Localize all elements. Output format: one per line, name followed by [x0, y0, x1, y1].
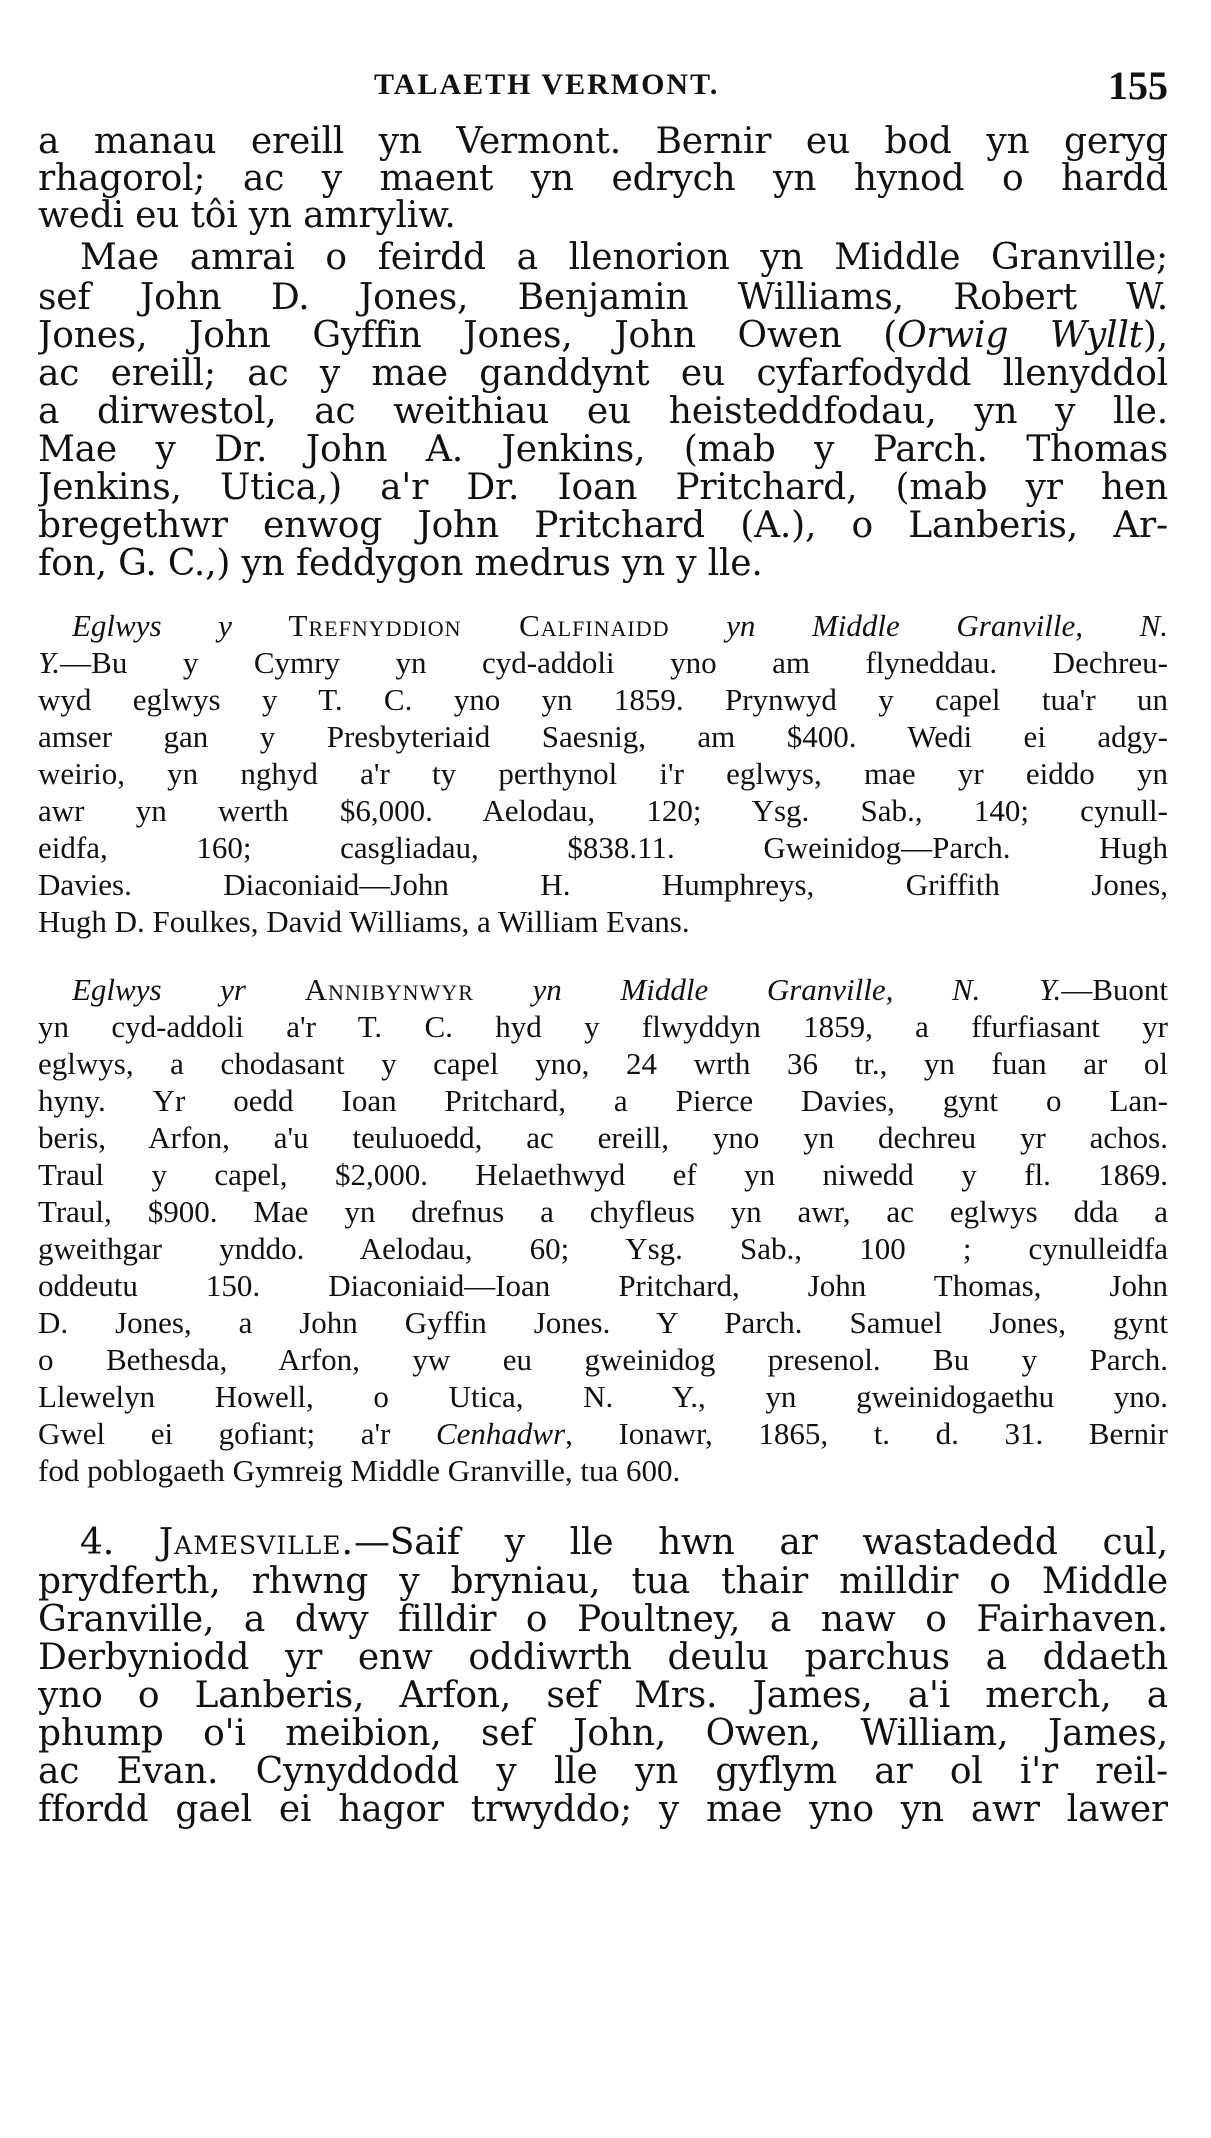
text-line: o Bethesda, Arfon, yw eu gweinidog presenol. Bu y Parch.	[38, 1342, 1168, 1377]
text-span: —Saif y lle hwn ar wastadedd cul,	[354, 1522, 1168, 1563]
section-number: 4.	[80, 1522, 114, 1563]
text-span: —Buont	[1061, 972, 1168, 1007]
text-line: amser gan y Presbyteriaid Saesnig, am $400. Wedi ei adgy-	[38, 719, 1168, 754]
text-span: Jones, John Gyffin Jones, John Owen (	[38, 315, 898, 356]
text-line: prydferth, rhwng y bryniau, tua thair milldir o Middle	[38, 1561, 1168, 1602]
text-line: Davies. Diaconiaid—John H. Humphreys, Griffith Jones,	[38, 867, 1168, 902]
church-lead: Eglwys y	[72, 608, 232, 643]
text-line: yno o Lanberis, Arfon, sef Mrs. James, a'i merch, a	[38, 1675, 1168, 1716]
text-line: awr yn werth $6,000. Aelodau, 120; Ysg. Sab., 140; cynull-	[38, 793, 1168, 828]
running-head	[38, 62, 1168, 108]
text-line	[38, 1415, 1168, 1452]
page-number: 155	[1108, 63, 1168, 108]
text-line: hyny. Yr oedd Ioan Pritchard, a Pierce Davies, gynt o Lan-	[38, 1083, 1168, 1118]
text-line	[72, 971, 1168, 1008]
text-line: wyd eglwys y T. C. yno yn 1859. Prynwyd y capel tua'r un	[38, 682, 1168, 717]
text-line: a dirwestol, ac weithiau eu heisteddfodau, yn y lle.	[38, 391, 1168, 432]
text-line: ac ereill; ac y mae ganddynt eu cyfarfodydd llenyddol	[38, 353, 1168, 394]
text-line: a manau ereill yn Vermont. Bernir eu bod yn geryg	[38, 121, 1168, 162]
place-name: Jamesville.	[158, 1522, 354, 1563]
text-line: rhagorol; ac y maent yn edrych yn hynod o hardd	[38, 158, 1168, 199]
text-line: Hugh D. Foulkes, David Williams, a William Evans.	[38, 904, 690, 939]
text-span: , Ionawr, 1865, t. d. 31. Bernir	[565, 1416, 1168, 1451]
text-line: eidfa, 160; casgliadau, $838.11. Gweinidog—Parch. Hugh	[38, 830, 1168, 865]
church-lead: Eglwys yr	[72, 972, 246, 1007]
text-span: —Bu y Cymry yn cyd-addoli yno am flyneddau. Dechreu-	[60, 645, 1168, 680]
text-line: oddeutu 150. Diaconiaid—Ioan Pritchard, John Thomas, John	[38, 1268, 1168, 1303]
bard-name: Orwig Wyllt	[897, 315, 1143, 356]
text-line: ffordd gael ei hagor trwyddo; y mae yno yn awr lawer	[38, 1789, 1168, 1830]
text-line: wedi eu tôi yn amryliw.	[38, 195, 456, 236]
text-span: Gwel ei gofiant; a'r	[38, 1416, 391, 1451]
denomination-name: Annibynwyr	[304, 972, 474, 1007]
denomination-name: Trefnyddion Calfinaidd	[288, 608, 670, 643]
text-span: ),	[1142, 315, 1168, 356]
running-title: TALAETH VERMONT.	[374, 68, 720, 101]
text-line: beris, Arfon, a'u teuluoedd, ac ereill, yno yn dechreu yr achos.	[38, 1120, 1168, 1155]
text-line: ac Evan. Cynyddodd y lle yn gyflym ar ol i'r reil-	[38, 1751, 1168, 1792]
text-line: eglwys, a chodasant y capel yno, 24 wrth 36 tr., yn fuan ar ol	[38, 1046, 1168, 1081]
periodical-title: Cenhadwr	[435, 1416, 566, 1451]
text-line	[38, 644, 1168, 681]
text-line: sef John D. Jones, Benjamin Williams, Robert W.	[38, 277, 1168, 318]
text-line: Traul y capel, $2,000. Helaethwyd ef yn niwedd y fl. 1869.	[38, 1157, 1168, 1192]
text-line: yn cyd-addoli a'r T. C. hyd y flwyddyn 1859, a ffurfiasant yr	[38, 1009, 1168, 1044]
text-line: Granville, a dwy filldir o Poultney, a naw o Fairhaven.	[38, 1599, 1168, 1640]
text-line: Traul, $900. Mae yn drefnus a chyfleus yn awr, ac eglwys dda a	[38, 1194, 1168, 1229]
church-location: Y.	[38, 645, 61, 680]
text-line: fon, G. C.,) yn feddygon medrus yn y lle.	[38, 543, 763, 584]
text-line: Llewelyn Howell, o Utica, N. Y., yn gweinidogaethu yno.	[38, 1379, 1168, 1414]
church-location: yn Middle Granville, N.	[726, 608, 1168, 643]
text-line: phump o'i meibion, sef John, Owen, William, James,	[38, 1713, 1168, 1754]
text-line	[72, 607, 1168, 644]
text-line: gweithgar ynddo. Aelodau, 60; Ysg. Sab., 100 ; cynulleidfa	[38, 1231, 1168, 1266]
text-line: Derbyniodd yr enw oddiwrth deulu parchus a ddaeth	[38, 1637, 1168, 1678]
text-line: weirio, yn nghyd a'r ty perthynol i'r eglwys, mae yr eiddo yn	[38, 756, 1168, 791]
church-location: yn Middle Granville, N. Y.	[532, 972, 1062, 1007]
text-line: fod poblogaeth Gymreig Middle Granville, tua 600.	[38, 1453, 681, 1488]
text-line: Mae amrai o feirdd a llenorion yn Middle Granville;	[80, 237, 1168, 278]
text-line: bregethwr enwog John Pritchard (A.), o Lanberis, Ar-	[38, 505, 1168, 546]
text-line: Mae y Dr. John A. Jenkins, (mab y Parch. Thomas	[38, 429, 1168, 470]
text-line: Jenkins, Utica,) a'r Dr. Ioan Pritchard, (mab yr hen	[38, 467, 1168, 508]
text-line: D. Jones, a John Gyffin Jones. Y Parch. Samuel Jones, gynt	[38, 1305, 1168, 1340]
